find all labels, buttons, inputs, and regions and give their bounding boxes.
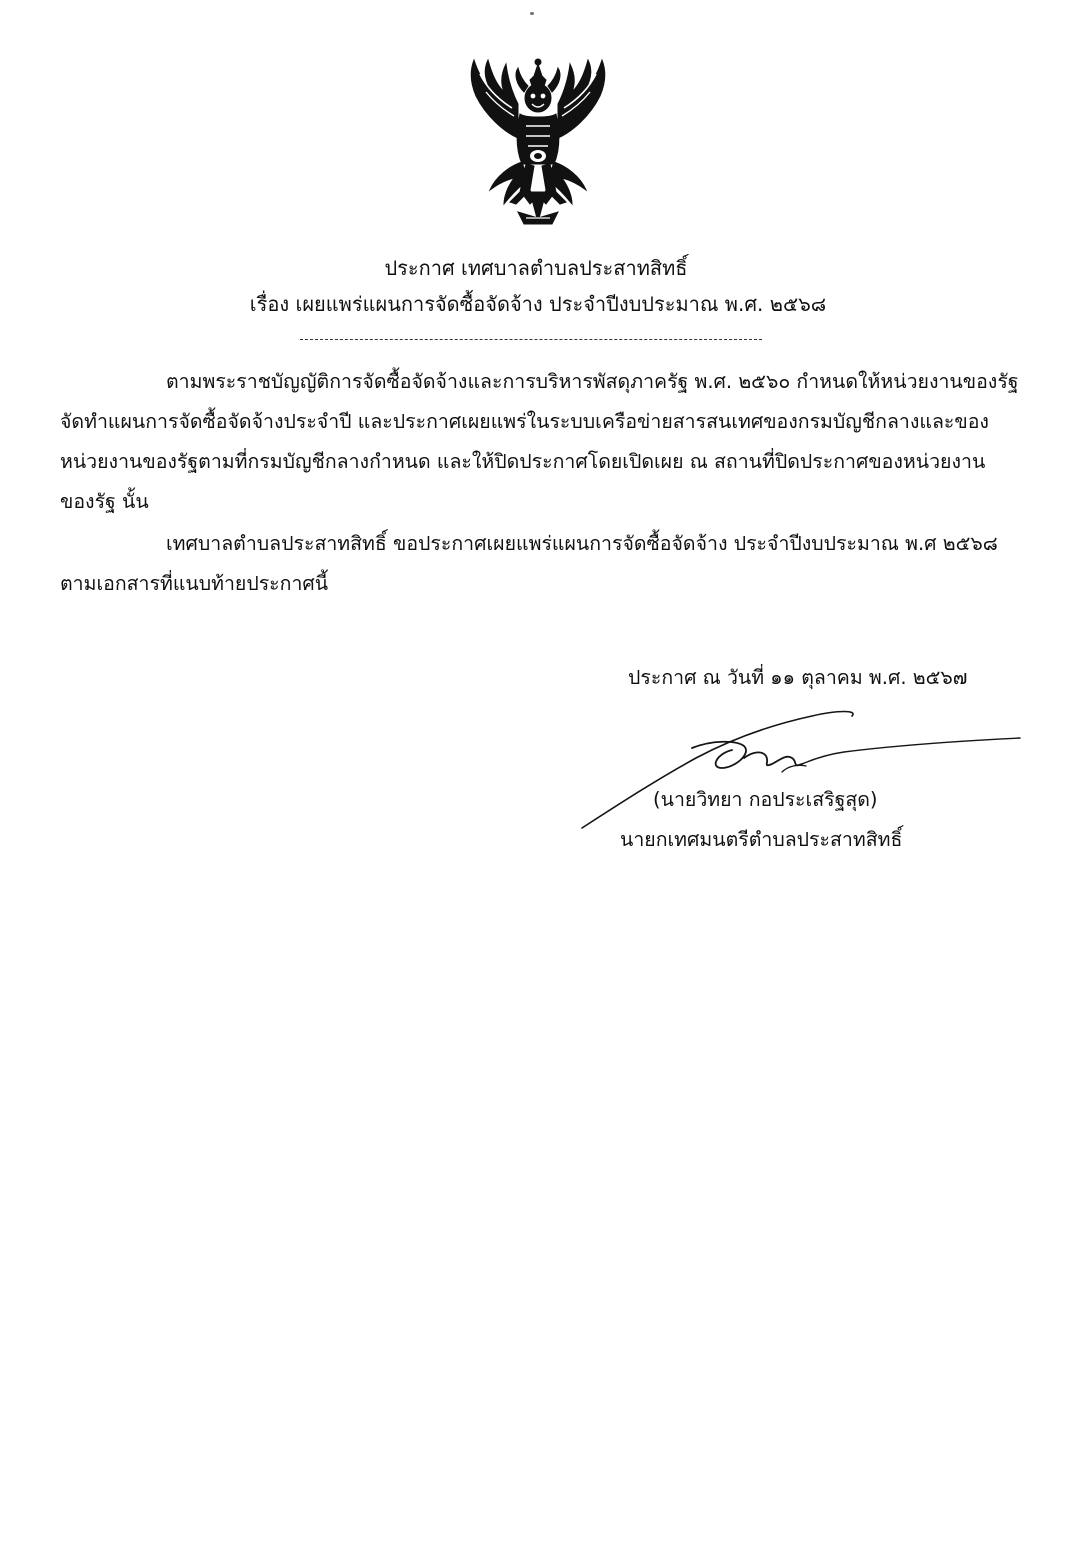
announcement-date: ประกาศ ณ วันที่ ๑๑ ตุลาคม พ.ศ. ๒๕๖๗ — [628, 666, 968, 689]
handwritten-signature — [576, 702, 1026, 838]
paragraph-line: จัดทำแผนการจัดซื้อจัดจ้างประจำปี และประกาศเผยแพร่ในระบบเครือข่ายสารสนเทศของกรมบัญชีกลางและของ — [60, 410, 989, 433]
signatory-position: นายกเทศมนตรีตำบลประสาทสิทธิ์ — [620, 828, 903, 851]
paragraph-line: ตามพระราชบัญญัติการจัดซื้อจัดจ้างและการบริหารพัสดุภาครัฐ พ.ศ. ๒๕๖๐ กำหนดให้หน่วยงานของรัฐ — [166, 370, 1019, 393]
body-paragraph-2 — [60, 524, 998, 604]
paragraph-line: หน่วยงานของรัฐตามที่กรมบัญชีกลางกำหนด และให้ปิดประกาศโดยเปิดเผย ณ สถานที่ปิดประกาศของหน่วยงาน — [60, 450, 986, 473]
scan-speck — [530, 12, 534, 15]
body-paragraph-1 — [60, 362, 1019, 522]
announcement-subject: เรื่อง เผยแพร่แผนการจัดซื้อจัดจ้าง ประจำปีงบประมาณ พ.ศ. ๒๕๖๘ — [249, 292, 827, 316]
paragraph-line: ของรัฐ นั้น — [60, 490, 149, 513]
garuda-emblem-icon — [456, 52, 620, 228]
paragraph-line: ตามเอกสารที่แนบท้ายประกาศนี้ — [60, 572, 329, 595]
paragraph-line: เทศบาลตำบลประสาทสิทธิ์ ขอประกาศเผยแพร่แผนการจัดซื้อจัดจ้าง ประจำปีงบประมาณ พ.ศ ๒๕๖๘ — [166, 532, 998, 555]
announcement-title: ประกาศ เทศบาลตำบลประสาทสิทธิ์ — [384, 256, 688, 280]
dashed-divider — [300, 339, 762, 340]
signatory-name: (นายวิทยา กอประเสริฐสุด) — [653, 788, 878, 811]
